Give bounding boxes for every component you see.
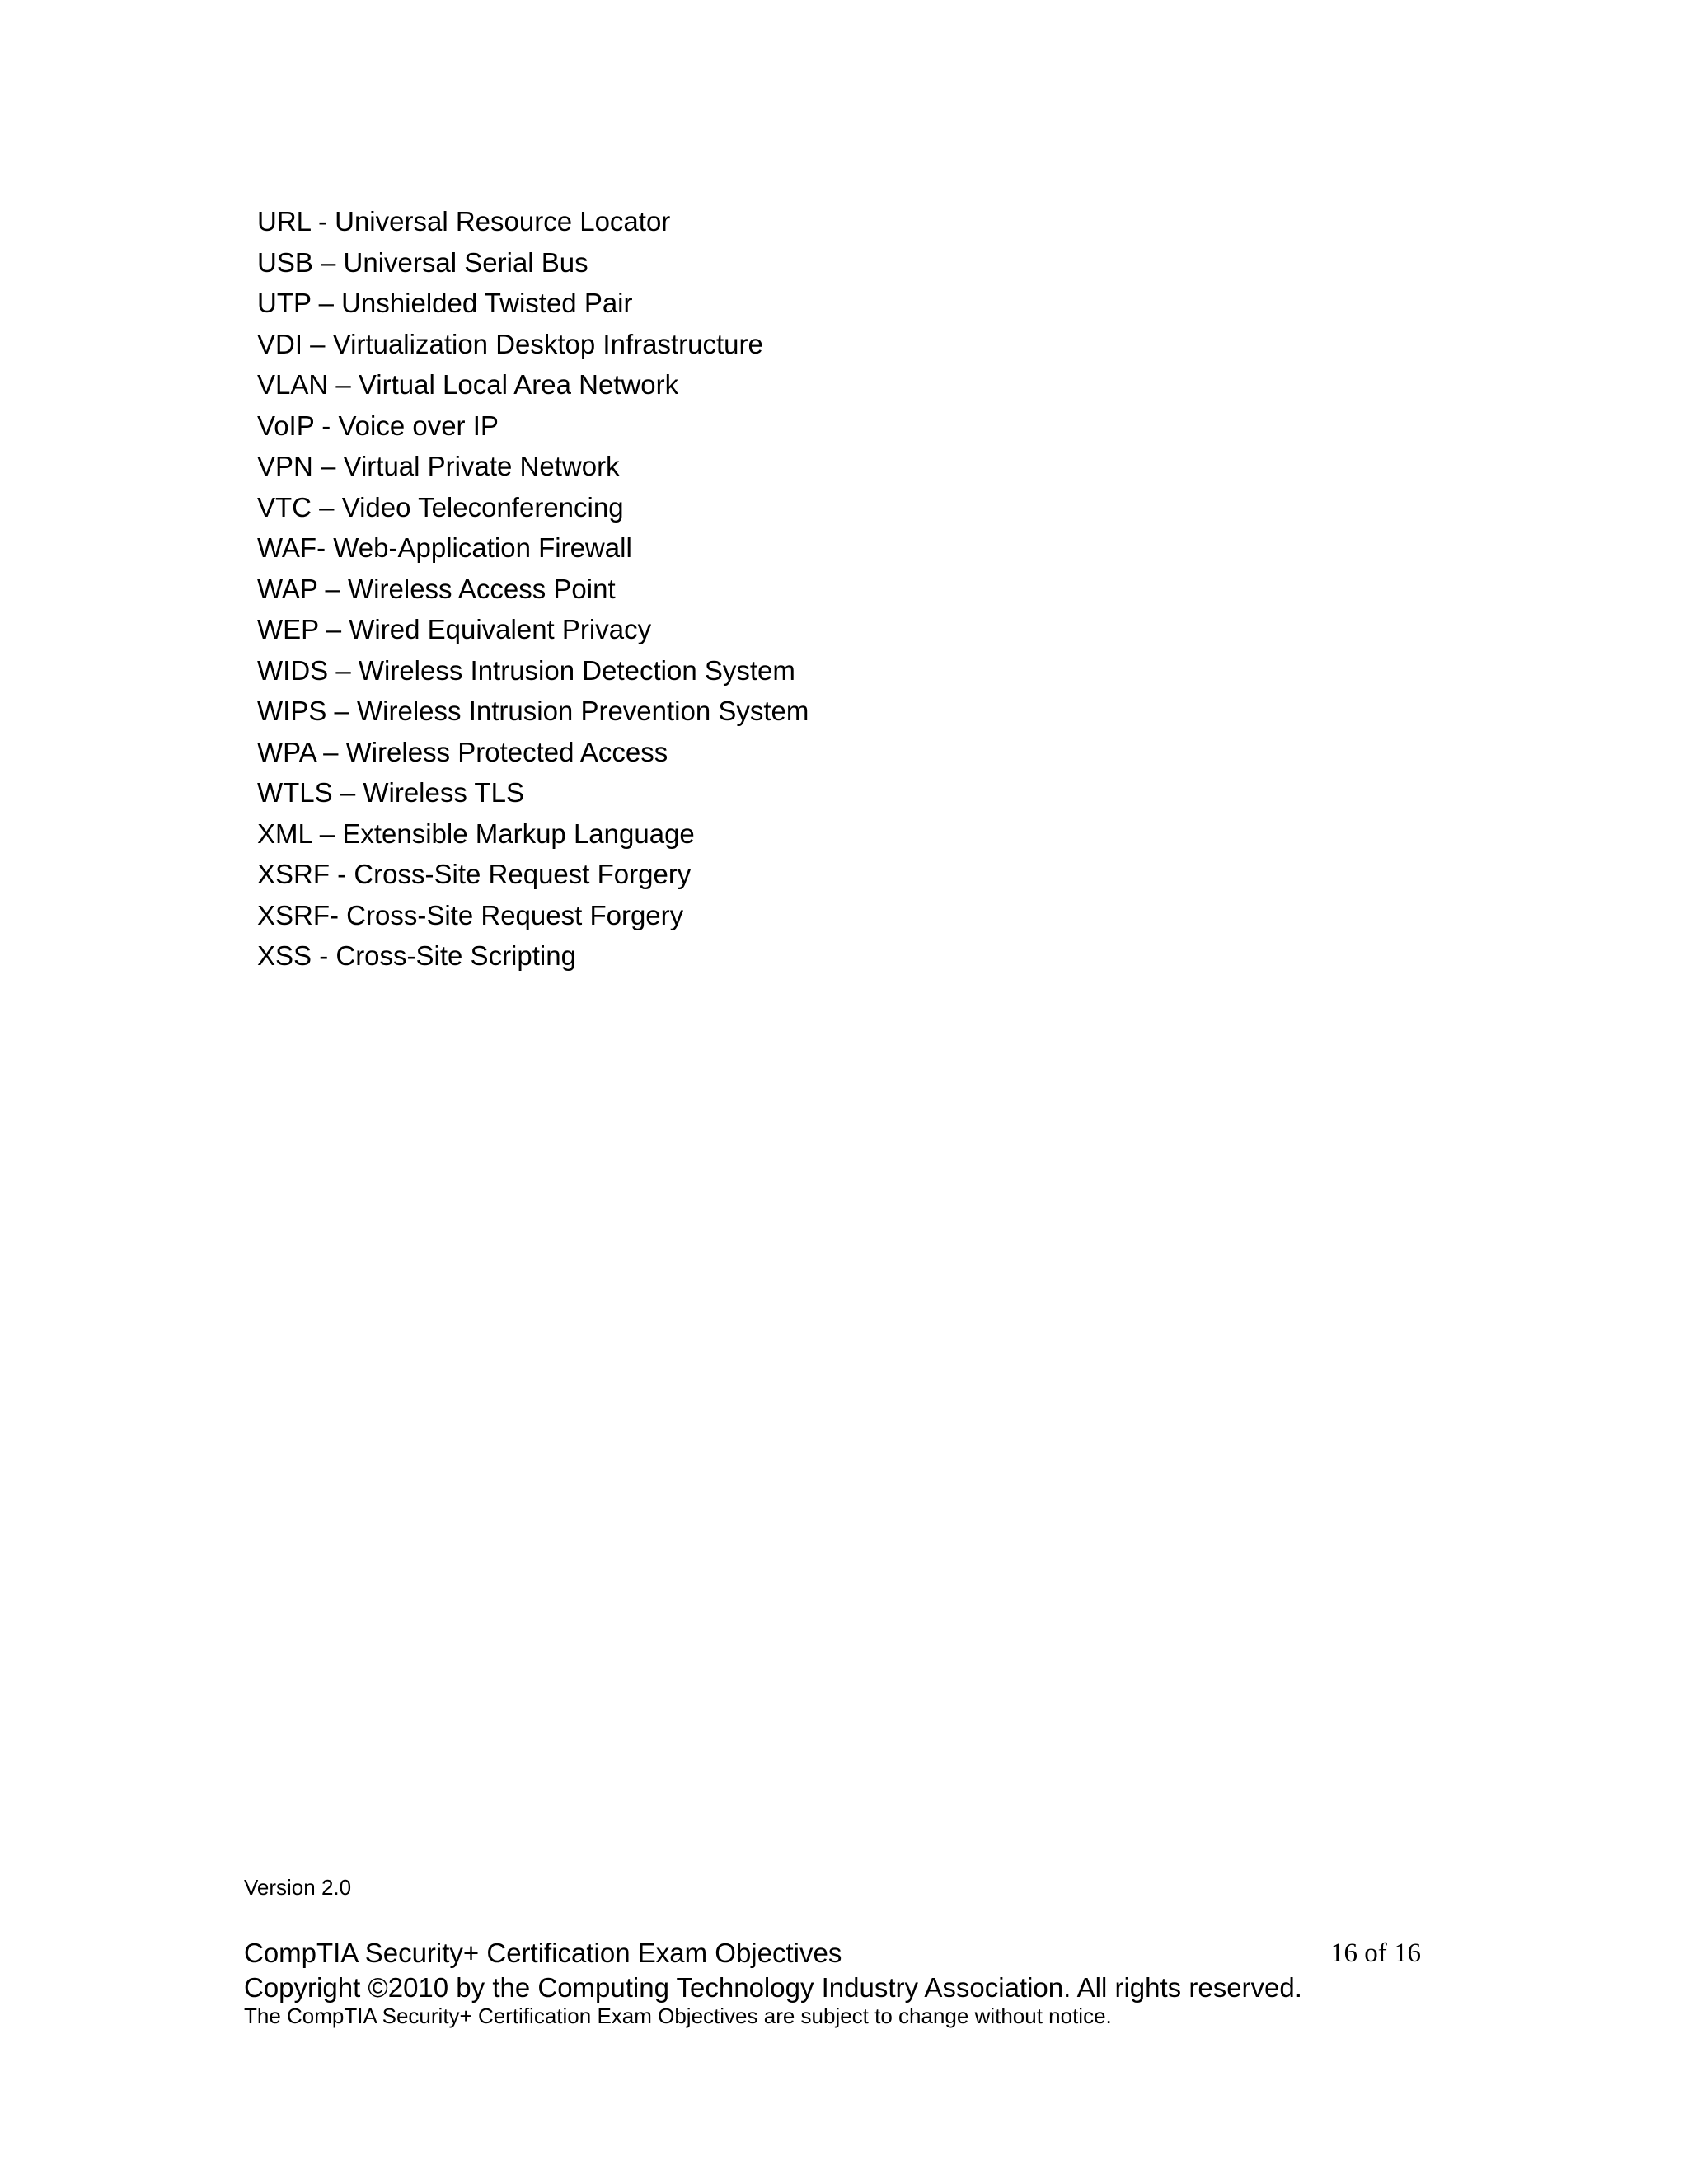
- acronym-item: VLAN – Virtual Local Area Network: [257, 369, 679, 400]
- acronym-item: VTC – Video Teleconferencing: [257, 491, 624, 523]
- footer-title: CompTIA Security+ Certification Exam Objectives: [244, 1938, 842, 1968]
- acronym-item: WEP – Wired Equivalent Privacy: [257, 614, 652, 644]
- notice-text: The CompTIA Security+ Certification Exam Objectives are subject to change without notice.: [244, 2004, 1112, 2028]
- acronym-item: WIPS – Wireless Intrusion Prevention System: [257, 696, 809, 726]
- acronym-item: VPN – Virtual Private Network: [257, 451, 620, 481]
- acronym-item: XSRF - Cross-Site Request Forgery: [257, 859, 692, 889]
- acronym-item: VDI – Virtualization Desktop Infrastructure: [257, 328, 763, 359]
- acronym-item: XSS - Cross-Site Scripting: [257, 940, 576, 971]
- acronym-item: USB – Universal Serial Bus: [257, 246, 588, 278]
- page-number: 16 of 16: [1330, 1938, 1421, 1968]
- acronym-list: [257, 201, 809, 977]
- version-label: Version 2.0: [244, 1875, 352, 1900]
- acronym-item: UTP – Unshielded Twisted Pair: [257, 288, 633, 318]
- acronym-item: WPA – Wireless Protected Access: [257, 736, 668, 767]
- acronym-item: WIDS – Wireless Intrusion Detection System: [257, 654, 795, 686]
- acronym-item: WTLS – Wireless TLS: [257, 777, 524, 808]
- acronym-item: URL - Universal Resource Locator: [257, 206, 671, 237]
- acronym-item: XSRF- Cross-Site Request Forgery: [257, 899, 684, 930]
- acronym-item: VoIP - Voice over IP: [257, 410, 499, 441]
- acronym-item: WAF- Web-Application Firewall: [257, 532, 632, 563]
- copyright-text: Copyright ©2010 by the Computing Technology Industry Association. All rights reserved.: [244, 1972, 1302, 2003]
- acronym-item: WAP – Wireless Access Point: [257, 573, 616, 604]
- acronym-item: XML – Extensible Markup Language: [257, 818, 695, 849]
